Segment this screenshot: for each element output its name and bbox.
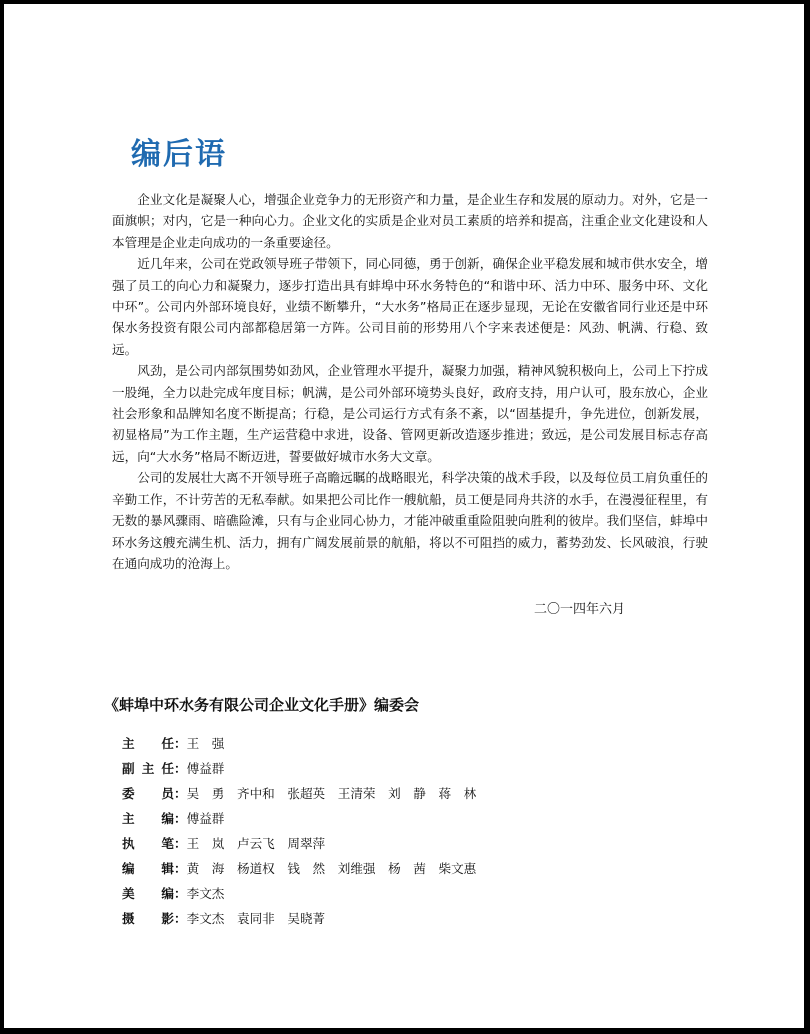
staff-names: 王 强	[186, 736, 225, 751]
document-page	[4, 4, 804, 1028]
staff-colon: ：	[174, 886, 187, 901]
staff-row	[122, 731, 476, 756]
staff-list	[122, 731, 476, 931]
staff-role: 美编	[122, 886, 174, 901]
paragraph: 近几年来，公司在党政领导班子带领下，同心同德，勇于创新，确保企业平稳发展和城市供水安全，增强了员工的向心力和凝聚力，逐步打造出具有蚌埠中环水务特色的“和谐中环、活力中环、服务中环、文化中环”。公司内外部环境良好，业绩不断攀升，“大水务”格局正在逐步显现，无论在安徽省同行业还是中环保水务投资有限公司内部都稳居第一方阵。公司目前的形势用八个字来表述便是：风劲、帆满、行稳、致远。	[112, 256, 708, 357]
staff-names: 傅益群	[186, 761, 225, 776]
paragraph: 公司的发展壮大离不开领导班子高瞻远瞩的战略眼光，科学决策的战术手段，以及每位员工肩负重任的辛勤工作，不计劳苦的无私奉献。如果把公司比作一艘航船，员工便是同舟共济的水手，在漫漫征程里，有无数的暴风骤雨、暗礁险滩，只有与企业同心协力，才能冲破重重险阻驶向胜利的彼岸。我们坚信，蚌埠中环水务这艘充满生机、活力，拥有广阔发展前景的航船，将以不可阻挡的威力，蓄势劲发、长风破浪，行驶在通向成功的沧海上。	[112, 470, 708, 571]
staff-names: 黄 海 杨道权 钱 然 刘维强 杨 茜 柴文惠	[186, 861, 477, 876]
staff-names: 傅益群	[186, 811, 225, 826]
staff-names: 李文杰 袁同非 吴晓菁	[186, 911, 326, 926]
staff-colon: ：	[174, 836, 187, 851]
staff-row	[122, 856, 476, 881]
staff-names: 王 岚 卢云飞 周翠萍	[186, 836, 326, 851]
paragraph: 风劲，是公司内部氛围势如劲风，企业管理水平提升，凝聚力加强，精神风貌积极向上，公司上下拧成一股绳，全力以赴完成年度目标；帆满，是公司外部环境势头良好，政府支持，用户认可，股东放心，企业社会形象和品牌知名度不断提高；行稳，是公司运行方式有条不紊，以“固基提升，争先进位，创新发展，初显格局”为工作主题，生产运营稳中求进，设备、管网更新改造逐步推进；致远，是公司发展目标志存高远，向“大水务”格局不断迈进，誓要做好城市水务大文章。	[112, 363, 708, 464]
staff-colon: ：	[174, 736, 187, 751]
staff-row	[122, 831, 476, 856]
committee-title: 《蚌埠中环水务有限公司企业文化手册》编委会	[104, 696, 420, 714]
staff-row	[122, 781, 476, 806]
page-title: 编后语	[131, 137, 227, 172]
staff-row	[122, 881, 476, 906]
staff-role: 主任	[122, 736, 174, 751]
staff-colon: ：	[174, 911, 187, 926]
staff-colon: ：	[174, 761, 187, 776]
staff-role: 编辑	[122, 861, 174, 876]
staff-role: 委员	[122, 786, 174, 801]
staff-role: 主编	[122, 811, 174, 826]
staff-colon: ：	[174, 811, 187, 826]
staff-role: 摄影	[122, 911, 174, 926]
staff-colon: ：	[174, 786, 187, 801]
staff-row	[122, 756, 476, 781]
staff-role: 执笔	[122, 836, 174, 851]
body-text	[112, 189, 708, 574]
staff-colon: ：	[174, 861, 187, 876]
staff-role: 副主任	[122, 761, 174, 776]
paragraph: 企业文化是凝聚人心，增强企业竞争力的无形资产和力量，是企业生存和发展的原动力。对外，它是一面旗帜；对内，它是一种向心力。企业文化的实质是企业对员工素质的培养和提高，注重企业文化建设和人本管理是企业走向成功的一条重要途径。	[112, 192, 708, 250]
staff-names: 吴 勇 齐中和 张超英 王清荣 刘 静 蒋 林	[186, 786, 477, 801]
staff-names: 李文杰	[186, 886, 225, 901]
staff-row	[122, 906, 476, 931]
staff-row	[122, 806, 476, 831]
date-signature: 二〇一四年六月	[534, 602, 626, 617]
